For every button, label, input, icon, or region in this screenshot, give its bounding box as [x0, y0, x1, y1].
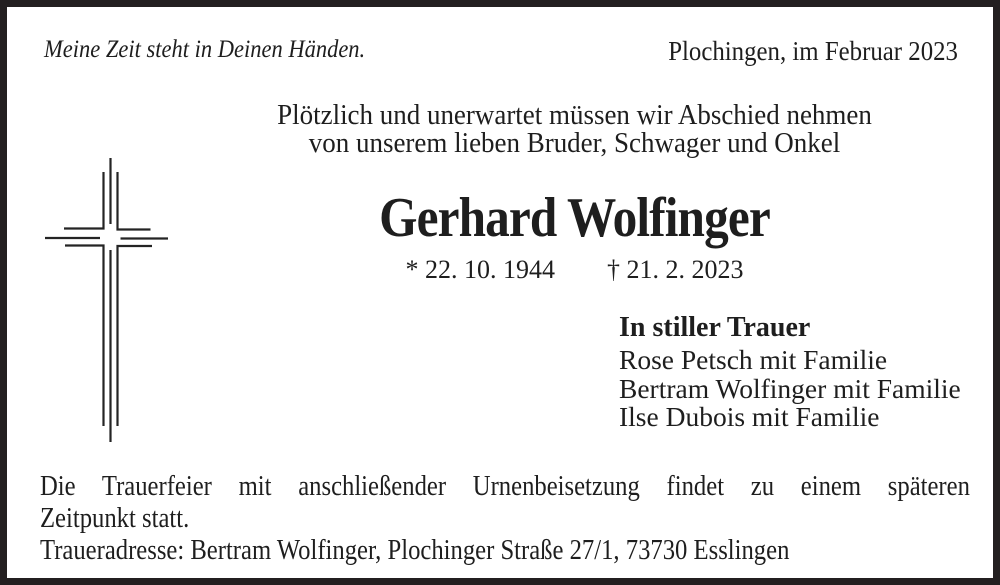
birth-date: * 22. 10. 1944	[405, 255, 555, 284]
life-dates	[177, 255, 972, 285]
funeral-details	[40, 470, 970, 566]
intro-line-1: Plötzlich und unerwartet müssen wir Abschied nehmen	[277, 99, 872, 131]
mourner-entry: Rose Petsch mit Familie	[619, 344, 888, 375]
place-and-date: Plochingen, im Februar 2023	[668, 36, 958, 66]
epigraph-quote: Meine Zeit steht in Deinen Händen.	[44, 36, 366, 63]
intro-line-2: von unserem lieben Bruder, Schwager und Onkel	[308, 127, 841, 159]
deceased-name: Gerhard Wolfinger	[379, 187, 770, 249]
mourning-address: Traueradresse: Bertram Wolfinger, Plochinger Straße 27/1, 73730 Esslingen	[40, 534, 790, 566]
funeral-notice-line: Die Trauerfeier mit anschließender Urnenbeisetzung findet zu einem späteren	[40, 470, 970, 502]
mourners-block	[619, 313, 961, 432]
mourner-entry: Ilse Dubois mit Familie	[619, 401, 880, 432]
christian-cross-icon	[37, 152, 177, 447]
death-date: † 21. 2. 2023	[607, 255, 744, 284]
mourning-header: In stiller Trauer	[619, 312, 811, 343]
mourner-entry: Bertram Wolfinger mit Familie	[619, 372, 961, 404]
announcement-intro	[205, 101, 944, 157]
funeral-notice-line: Zeitpunkt statt.	[40, 502, 190, 534]
